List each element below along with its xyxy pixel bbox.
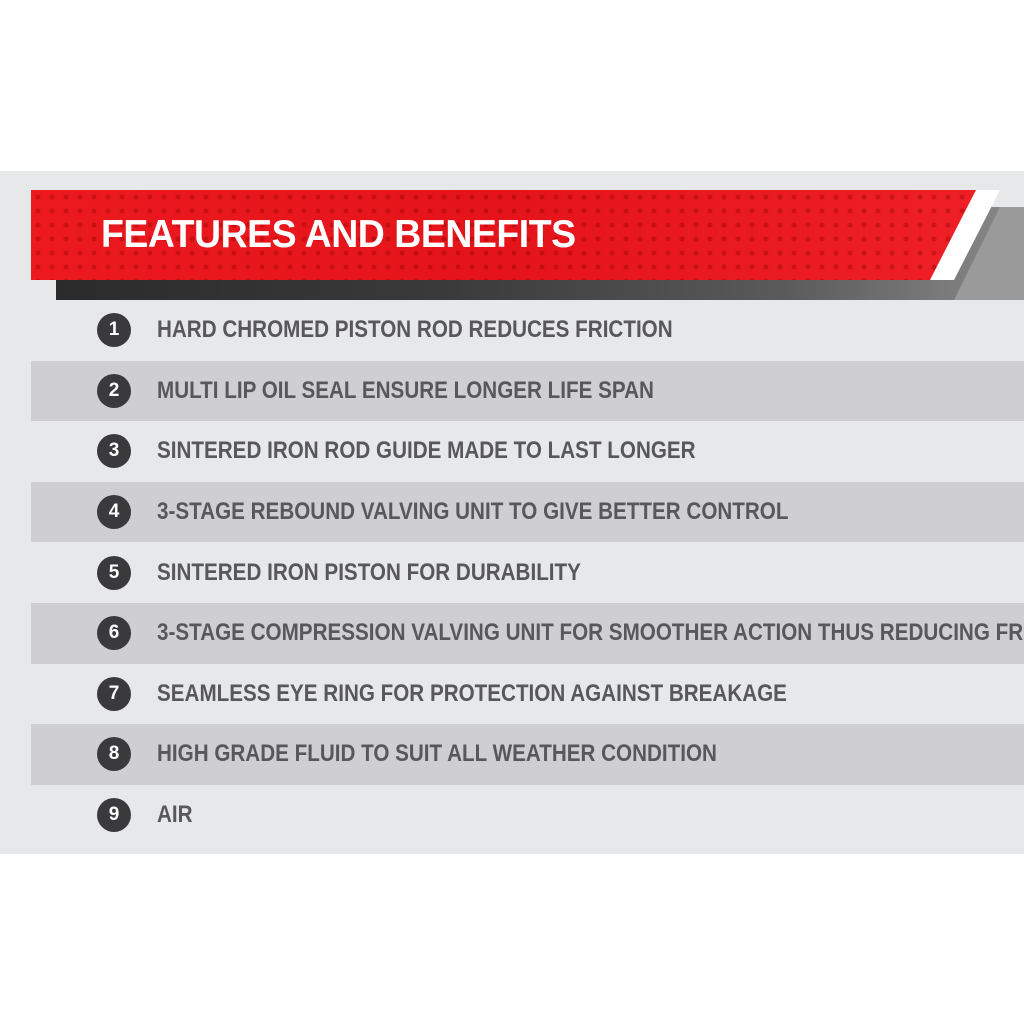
list-item bbox=[31, 300, 1024, 361]
feature-text: MULTI LIP OIL SEAL ENSURE LONGER LIFE SPAN bbox=[157, 376, 654, 404]
feature-text: SEAMLESS EYE RING FOR PROTECTION AGAINST BREAKAGE bbox=[157, 679, 787, 707]
list-item bbox=[31, 724, 1024, 785]
number-badge: 3 bbox=[97, 434, 131, 468]
list-item bbox=[31, 421, 1024, 482]
number-badge: 8 bbox=[97, 737, 131, 771]
feature-text: 3-STAGE COMPRESSION VALVING UNIT FOR SMOOTHER ACTION THUS REDUCING FR bbox=[157, 619, 1024, 647]
number-badge: 6 bbox=[97, 616, 131, 650]
list-item bbox=[31, 482, 1024, 543]
page-title: FEATURES AND BENEFITS bbox=[101, 213, 576, 256]
number-badge: 7 bbox=[97, 677, 131, 711]
features-list bbox=[31, 300, 1024, 845]
feature-text: 3-STAGE REBOUND VALVING UNIT TO GIVE BETTER CONTROL bbox=[157, 498, 789, 526]
list-item bbox=[31, 361, 1024, 422]
number-badge: 5 bbox=[97, 556, 131, 590]
number-badge: 1 bbox=[97, 313, 131, 347]
list-item bbox=[31, 785, 1024, 846]
list-item bbox=[31, 603, 1024, 664]
number-badge: 2 bbox=[97, 374, 131, 408]
number-badge: 9 bbox=[97, 798, 131, 832]
list-item bbox=[31, 542, 1024, 603]
feature-text: AIR bbox=[157, 801, 193, 829]
feature-text: SINTERED IRON PISTON FOR DURABILITY bbox=[157, 558, 581, 586]
feature-text: SINTERED IRON ROD GUIDE MADE TO LAST LONGER bbox=[157, 437, 696, 465]
feature-text: HARD CHROMED PISTON ROD REDUCES FRICTION bbox=[157, 316, 673, 344]
feature-text: HIGH GRADE FLUID TO SUIT ALL WEATHER CONDITION bbox=[157, 740, 717, 768]
number-badge: 4 bbox=[97, 495, 131, 529]
list-item bbox=[31, 664, 1024, 725]
